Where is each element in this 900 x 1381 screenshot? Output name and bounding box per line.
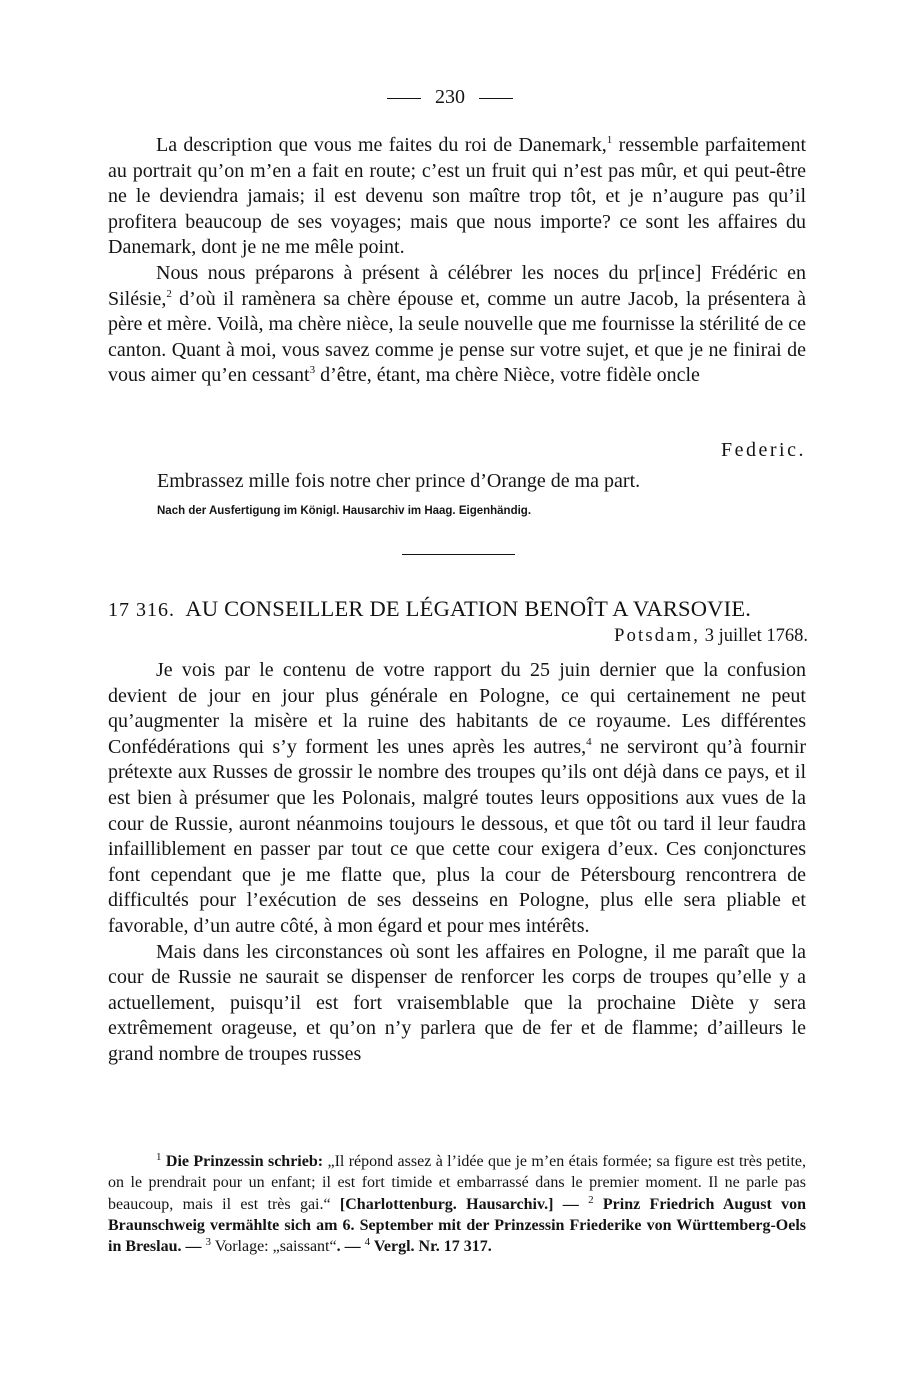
dateline-place: Potsdam, bbox=[614, 626, 701, 646]
footnote-number-4: 4 bbox=[364, 1236, 371, 1249]
source-note: Nach der Ausfertigung im Königl. Hausarchiv im Haag. Eigenhändig. bbox=[157, 505, 532, 517]
letter-2-paragraph-2: Mais dans les circonstances où sont les affaires en Pologne, il me paraît que la cour de Russie ne saurait se dispenser de renforcer les corps de troupes qu’elle y a actuellement, puisqu’il est fort vraisemblable que la prochaine Diète y sera extrêmement orageuse, et qu’on n’y parlera que de fer et de flamme; d’ailleurs le grand nombre de troupes russes bbox=[108, 940, 806, 1065]
letter-number: 17 316. bbox=[108, 599, 175, 621]
footnote-3-quote: „saissant“ bbox=[272, 1238, 337, 1256]
header-dash-left bbox=[387, 98, 421, 99]
footnote-ref-4: 4 bbox=[586, 735, 592, 748]
letter-1-paragraph-1: La description que vous me faites du roi de Danemark,$^1$ ressemble parfaitement au portrait qu’on m’en a fait en route; c’est un fruit qui n’est pas mûr, et qui peut-être ne le deviendra jamais; il est devenu son maître trop tôt, et je n’augure pas qu’il profitera beaucoup de ses voyages; mais que nous importe? ce sont les affaires du Danemark, dont je ne me mêle point. bbox=[108, 134, 806, 259]
signature: Federic. bbox=[721, 439, 806, 461]
letter-title: AU CONSEILLER DE LÉGATION BENOÎT A VARSOVIE. bbox=[185, 596, 752, 621]
footnote-block: $^1$ Die Prinzessin schrieb: „Il répond assez à l’idée que je m’en étais formée; sa figure est très petite, on le prendrait pour un enfant; il est fort timide et embarrassé dans le premier moment. Il ne parle pas beaucoup, mais il est très gai.“ [Charlottenburg. Hausarchiv.] — $^2$ Prinz Friedrich August von Braunschweig vermählte sich am 6. September mit der Prinzessin Friederike von Württemberg-Oels in Breslau. — $^3$ Vorlage: „saissant“. — $^4$ Vergl. Nr. 17 317. bbox=[108, 1151, 807, 1256]
footnote-ref-2: 2 bbox=[166, 287, 172, 300]
footnote-number-1: 1 bbox=[156, 1151, 162, 1163]
letter-heading bbox=[108, 596, 806, 622]
header-dash-right bbox=[479, 98, 513, 99]
letter-1-paragraph-2: Nous nous préparons à présent à célébrer les noces du pr[ince] Frédéric en Silésie,$^2$ d’où il ramènera sa chère épouse et, comme un autre Jacob, la présentera à père et mère. Voilà, ma chère nièce, la seule nouvelle que me fournisse la stérilité de ce canton. Quant à moi, vous savez comme je pense sur votre sujet, et que je ne finirai de vous aimer qu’en cessant$^3$ d’être, étant, ma chère Nièce, votre fidèle oncle bbox=[108, 261, 806, 387]
postscript: Embrassez mille fois notre cher prince d’Orange de ma part. bbox=[157, 470, 641, 492]
footnote-1-quote: „Il répond assez à l’idée que je m’en étais formée; sa figure est très petite, on le prendrait pour un enfant; il est fort timide et embarrassé dans le premier moment. Il ne parle pas beaucoup, mais il est très gai.“ bbox=[108, 1153, 807, 1213]
footnote-ref-1: 1 bbox=[606, 134, 613, 146]
letter-2-body bbox=[108, 658, 806, 1068]
letter-1-body bbox=[108, 133, 806, 389]
footnote-number-2: 2 bbox=[588, 1193, 594, 1206]
page-number: 230 bbox=[435, 86, 465, 108]
dateline bbox=[614, 626, 808, 647]
footnote-ref-3: 3 bbox=[309, 364, 316, 377]
footnotes bbox=[108, 1151, 806, 1257]
page-header bbox=[0, 86, 900, 109]
letter-2-paragraph-1: Je vois par le contenu de votre rapport du 25 juin dernier que la confusion devient de jour en jour plus générale en Pologne, ce qui certainement ne peut qu’augmenter la misère et la ruine des habitants de ce royaume. Les différentes Confédérations qui s’y forment les unes après les autres,$^4$ ne serviront qu’à fournir prétexte aux Russes de grossir le nombre des troupes qu’ils ont déjà dans ce pays, et il est bien à présumer que les Polonais, malgré toutes leurs oppositions aux vues de la cour de Russie, auront néanmoins toujours le dessous, et que tôt ou tard il leur faudra infailliblement en passer par tout ce que cette cour exigera d’eux. Ces conjonctures font cependant que je me flatte que, plus la cour de Pétersbourg rencontrera de difficultés pour l’exécution de ses desseins en Pologne, plus elle sera pliable et favorable, d’un autre côté, à mon égard et pour mes intérêts. bbox=[108, 659, 807, 937]
section-divider bbox=[402, 554, 515, 555]
dateline-date: 3 juillet 1768. bbox=[704, 626, 808, 646]
footnote-number-3: 3 bbox=[205, 1236, 211, 1249]
